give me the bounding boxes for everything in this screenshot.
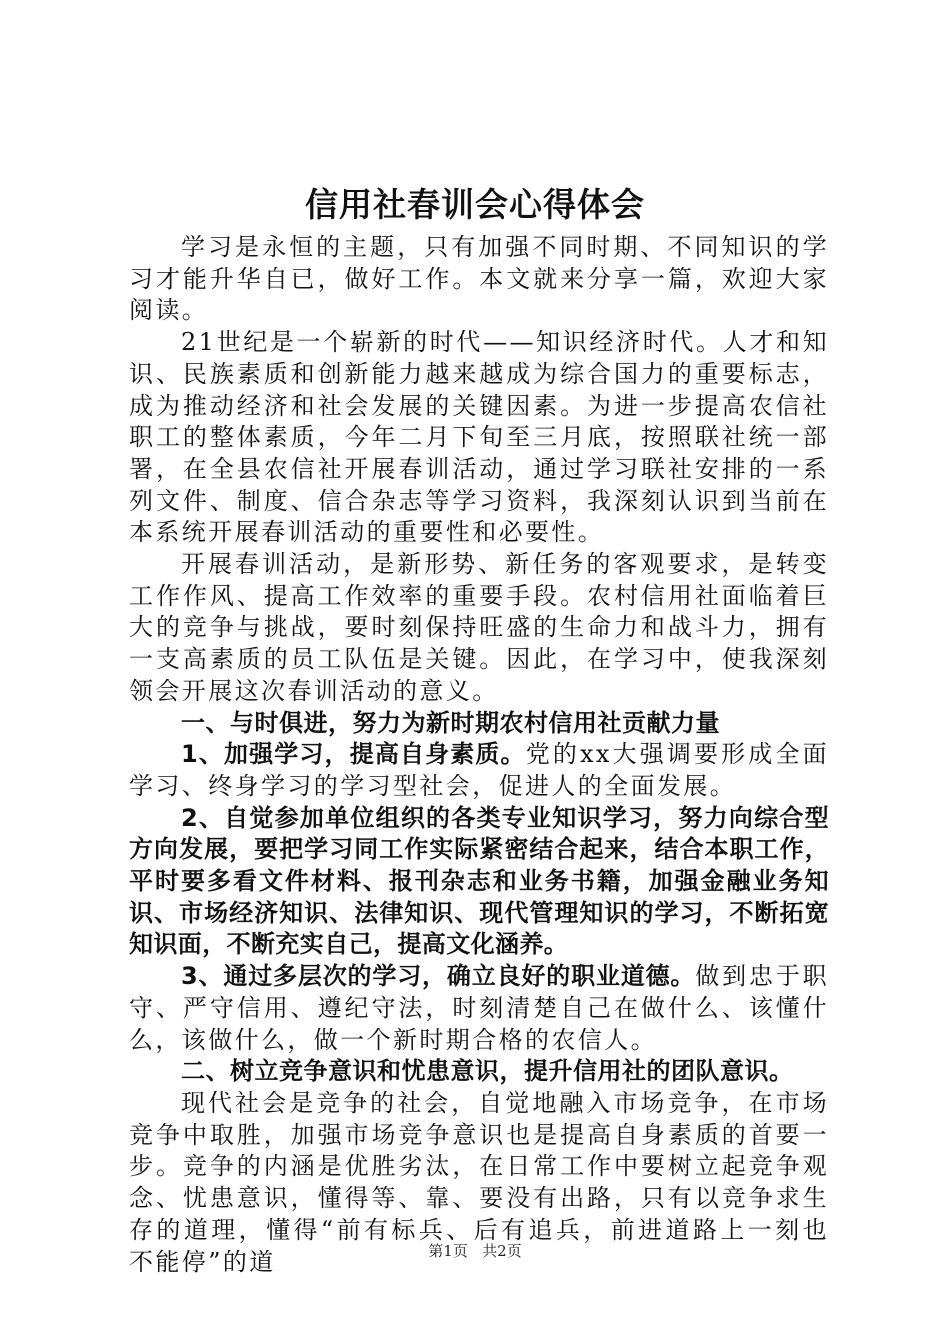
point-one [129, 739, 829, 802]
point-three-text: 做到忠于职守、严守信用、遵纪守法，时刻清楚自己在做什么、该懂什么，该做什么，做一个新时期合格的农信人。 [129, 962, 829, 1054]
paragraph-competition: 现代社会是竞争的社会，自觉地融入市场竞争，在市场竞争中取胜，加强市场竞争意识也是提高自身素质的首要一步。竞争的内涵是优胜劣汰，在日常工作中要树立起竞争观念、忧患意识，懂得等、靠、要没有出路，只有以竞争求生存的道理，懂得“前有标兵、后有追兵，前进道路上一刻也不能停”的道 [129, 1088, 829, 1276]
paragraph-era: 21世纪是一个崭新的时代——知识经济时代。人才和知识、民族素质和创新能力越来越成为综合国力的重要标志，成为推动经济和社会发展的关键因素。为进一步提高农信社职工的整体素质，今年二月下旬至三月底，按照联社统一部署，在全县农信社开展春训活动，通过学习联社安排的一系列文件、制度、信合杂志等学习资料，我深刻认识到当前在本系统开展春训活动的重要性和必要性。 [129, 328, 829, 547]
page-footer [0, 1241, 950, 1261]
section-heading-one: 一、与时俱进，努力为新时期农村信用社贡献力量 [181, 708, 720, 737]
point-three [129, 961, 829, 1056]
document-title: 信用社春训会心得体会 [305, 185, 645, 224]
point-one-text: 党的xx大强调要形成全面学习、终身学习的学习型社会，促进人的全面发展。 [129, 740, 829, 800]
page-total: 共2页 [482, 1242, 522, 1260]
point-one-lead: 1、加强学习，提高自身素质。 [181, 740, 526, 769]
page-number: 第1页 [428, 1242, 468, 1260]
paragraph-intro: 学习是永恒的主题，只有加强不同时期、不同知识的学习才能升华自已，做好工作。本文就来分享一篇，欢迎大家阅读。 [129, 233, 829, 325]
point-three-lead: 3、通过多层次的学习，确立良好的职业道德。 [181, 962, 696, 991]
document-body [129, 232, 829, 1278]
point-two: 2、自觉参加单位组织的各类专业知识学习，努力向综合型方向发展，要把学习同工作实际紧密结合起来，结合本职工作，平时要多看文件材料、报刊杂志和业务书籍，加强金融业务知识、市场经济知识、法律知识、现代管理知识的学习，不断拓宽知识面，不断充实自己，提高文化涵养。 [129, 803, 829, 959]
paragraph-purpose: 开展春训活动，是新形势、新任务的客观要求，是转变工作作风、提高工作效率的重要手段。农村信用社面临着巨大的竞争与挑战，要时刻保持旺盛的生命力和战斗力，拥有一支高素质的员工队伍是关键。因此，在学习中，使我深刻领会开展这次春训活动的意义。 [129, 550, 829, 705]
section-heading-two: 二、树立竞争意识和忧患意识，提升信用社的团队意识。 [181, 1057, 794, 1086]
